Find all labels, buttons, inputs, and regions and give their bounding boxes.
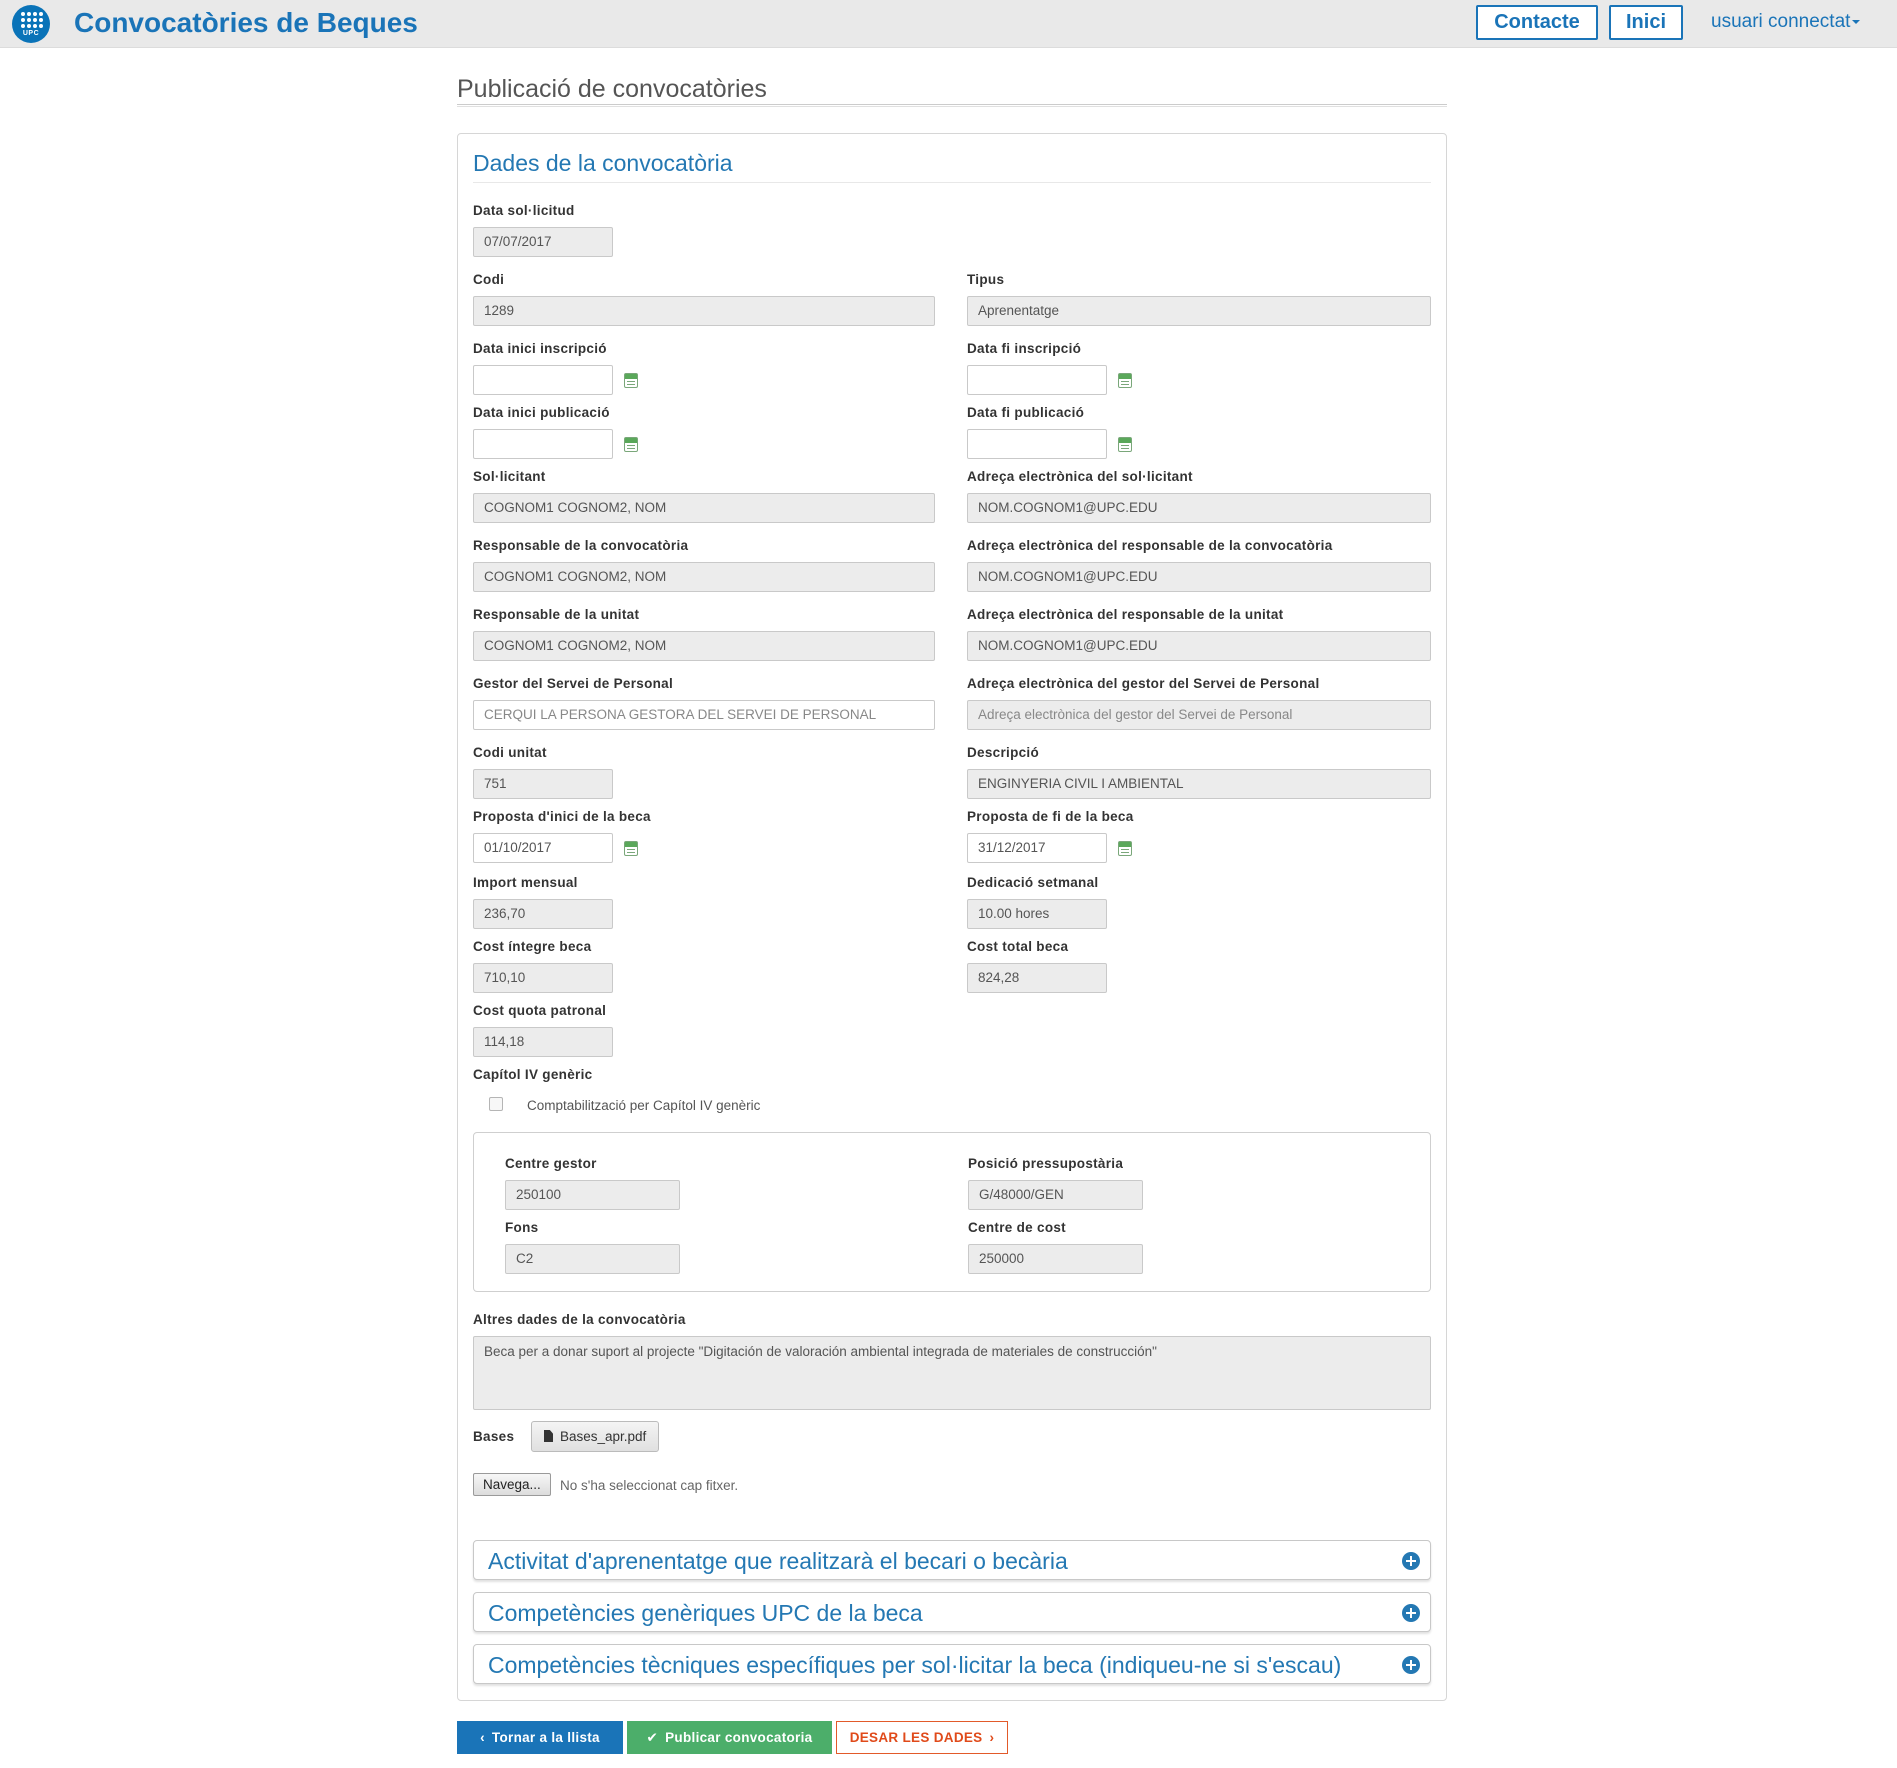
plus-circle-icon[interactable] xyxy=(1402,1656,1420,1674)
user-menu-label: usuari connectat xyxy=(1711,11,1851,32)
panel-title: Dades de la convocatòria xyxy=(473,150,733,176)
codi-unitat-field: 751 xyxy=(473,769,613,799)
codi-unitat-label: Codi unitat xyxy=(473,745,547,760)
centre-gestor-field: 250100 xyxy=(505,1180,680,1210)
accordion-competencies-generiques[interactable] xyxy=(473,1592,1431,1632)
publish-button[interactable] xyxy=(627,1721,832,1754)
descripcio-label: Descripció xyxy=(967,745,1040,760)
back-button-label: Tornar a la llista xyxy=(491,1730,600,1745)
responsable-convocatoria-field: COGNOM1 COGNOM2, NOM xyxy=(473,562,935,592)
panel-divider xyxy=(473,182,1431,183)
file-icon xyxy=(544,1430,553,1442)
fi-beca-label: Proposta de fi de la beca xyxy=(967,809,1134,824)
dedicacio-label: Dedicació setmanal xyxy=(967,875,1099,890)
import-mensual-label: Import mensual xyxy=(473,875,578,890)
chevron-left-icon: ‹ xyxy=(480,1730,485,1745)
codi-label: Codi xyxy=(473,272,505,287)
cost-integre-label: Cost íntegre beca xyxy=(473,939,592,954)
logo-dots-icon xyxy=(21,12,41,28)
inici-button[interactable]: Inici xyxy=(1609,5,1683,40)
page-title: Publicació de convocatòries xyxy=(457,75,767,103)
convocatoria-panel xyxy=(457,133,1447,1701)
email-responsable-unitat-field: NOM.COGNOM1@UPC.EDU xyxy=(967,631,1431,661)
data-fi-inscripcio-input[interactable] xyxy=(967,365,1107,395)
cost-quota-label: Cost quota patronal xyxy=(473,1003,607,1018)
accordion-title: Activitat d'aprenentatge que realitzarà el becari o becària xyxy=(488,1548,1068,1574)
sollicitant-field: COGNOM1 COGNOM2, NOM xyxy=(473,493,935,523)
back-to-list-button[interactable] xyxy=(457,1721,623,1754)
calendar-icon[interactable] xyxy=(1118,373,1132,388)
save-button-label: DESAR LES DADES xyxy=(849,1730,983,1745)
responsable-unitat-label: Responsable de la unitat xyxy=(473,607,640,622)
pressupost-subpanel xyxy=(473,1132,1431,1292)
tipus-label: Tipus xyxy=(967,272,1005,287)
cost-total-label: Cost total beca xyxy=(967,939,1069,954)
data-sollicitud-field: 07/07/2017 xyxy=(473,227,613,257)
cost-quota-field: 114,18 xyxy=(473,1027,613,1057)
bases-file-name: Bases_apr.pdf xyxy=(560,1429,647,1444)
email-responsable-convocatoria-label: Adreça electrònica del responsable de la convocatòria xyxy=(967,538,1333,553)
accordion-title: Competències tècniques específiques per sol·licitar la beca (indiqueu-ne si s'escau) xyxy=(488,1652,1342,1678)
email-sollicitant-label: Adreça electrònica del sol·licitant xyxy=(967,469,1193,484)
responsable-convocatoria-label: Responsable de la convocatòria xyxy=(473,538,689,553)
upc-logo[interactable] xyxy=(12,5,50,43)
gestor-search-input[interactable]: CERQUI LA PERSONA GESTORA DEL SERVEI DE PERSONAL xyxy=(473,700,935,730)
email-gestor-field: Adreça electrònica del gestor del Servei de Personal xyxy=(967,700,1431,730)
no-file-text: No s'ha seleccionat cap fitxer. xyxy=(560,1478,739,1493)
title-divider xyxy=(457,104,1447,107)
calendar-icon[interactable] xyxy=(624,841,638,856)
user-menu[interactable] xyxy=(1711,10,1860,34)
check-icon: ✔ xyxy=(646,1730,659,1745)
publish-button-label: Publicar convocatoria xyxy=(665,1730,813,1745)
accordion-activitat[interactable] xyxy=(473,1540,1431,1580)
capitol-checkbox-label: Comptabilització per Capítol IV genèric xyxy=(527,1098,761,1113)
plus-circle-icon[interactable] xyxy=(1402,1604,1420,1622)
data-fi-inscripcio-label: Data fi inscripció xyxy=(967,341,1082,356)
email-gestor-label: Adreça electrònica del gestor del Servei de Personal xyxy=(967,676,1320,691)
email-responsable-convocatoria-field: NOM.COGNOM1@UPC.EDU xyxy=(967,562,1431,592)
app-title[interactable]: Convocatòries de Beques xyxy=(74,7,418,38)
inici-beca-label: Proposta d'inici de la beca xyxy=(473,809,651,824)
cost-total-field: 824,28 xyxy=(967,963,1107,993)
import-mensual-field: 236,70 xyxy=(473,899,613,929)
posicio-label: Posició pressupostària xyxy=(968,1156,1124,1171)
data-inici-inscripcio-input[interactable] xyxy=(473,365,613,395)
bases-file-button[interactable] xyxy=(531,1421,659,1452)
accordion-title: Competències genèriques UPC de la beca xyxy=(488,1600,923,1626)
calendar-icon[interactable] xyxy=(624,373,638,388)
codi-field: 1289 xyxy=(473,296,935,326)
capitol-label: Capítol IV genèric xyxy=(473,1067,593,1082)
responsable-unitat-field: COGNOM1 COGNOM2, NOM xyxy=(473,631,935,661)
cost-integre-field: 710,10 xyxy=(473,963,613,993)
browse-button[interactable]: Navega... xyxy=(473,1473,551,1496)
capitol-checkbox[interactable] xyxy=(489,1097,503,1111)
bases-label: Bases xyxy=(473,1429,515,1444)
centre-cost-label: Centre de cost xyxy=(968,1220,1066,1235)
fons-field: C2 xyxy=(505,1244,680,1274)
centre-gestor-label: Centre gestor xyxy=(505,1156,597,1171)
calendar-icon[interactable] xyxy=(624,437,638,452)
inici-beca-input[interactable]: 01/10/2017 xyxy=(473,833,613,863)
chevron-right-icon: › xyxy=(989,1730,995,1745)
data-fi-publicacio-label: Data fi publicació xyxy=(967,405,1085,420)
fons-label: Fons xyxy=(505,1220,539,1235)
altres-label: Altres dades de la convocatòria xyxy=(473,1312,686,1327)
email-sollicitant-field: NOM.COGNOM1@UPC.EDU xyxy=(967,493,1431,523)
data-sollicitud-label: Data sol·licitud xyxy=(473,203,575,218)
caret-down-icon xyxy=(1852,20,1860,24)
save-button[interactable] xyxy=(836,1721,1008,1754)
descripcio-field: ENGINYERIA CIVIL I AMBIENTAL xyxy=(967,769,1431,799)
altres-textarea: Beca per a donar suport al projecte "Digitación de valoración ambiental integrada de materiales de construcción" xyxy=(473,1336,1431,1410)
calendar-icon[interactable] xyxy=(1118,841,1132,856)
posicio-field: G/48000/GEN xyxy=(968,1180,1143,1210)
data-inici-publicacio-input[interactable] xyxy=(473,429,613,459)
gestor-label: Gestor del Servei de Personal xyxy=(473,676,674,691)
contacte-button[interactable]: Contacte xyxy=(1476,5,1598,40)
dedicacio-field: 10.00 hores xyxy=(967,899,1107,929)
fi-beca-input[interactable]: 31/12/2017 xyxy=(967,833,1107,863)
data-inici-publicacio-label: Data inici publicació xyxy=(473,405,610,420)
top-navbar xyxy=(0,0,1897,48)
accordion-competencies-tecniques[interactable] xyxy=(473,1644,1431,1684)
data-inici-inscripcio-label: Data inici inscripció xyxy=(473,341,607,356)
data-fi-publicacio-input[interactable] xyxy=(967,429,1107,459)
sollicitant-label: Sol·licitant xyxy=(473,469,546,484)
centre-cost-field: 250000 xyxy=(968,1244,1143,1274)
logo-text: UPC xyxy=(22,30,40,37)
plus-circle-icon[interactable] xyxy=(1402,1552,1420,1570)
calendar-icon[interactable] xyxy=(1118,437,1132,452)
email-responsable-unitat-label: Adreça electrònica del responsable de la unitat xyxy=(967,607,1284,622)
tipus-field: Aprenentatge xyxy=(967,296,1431,326)
